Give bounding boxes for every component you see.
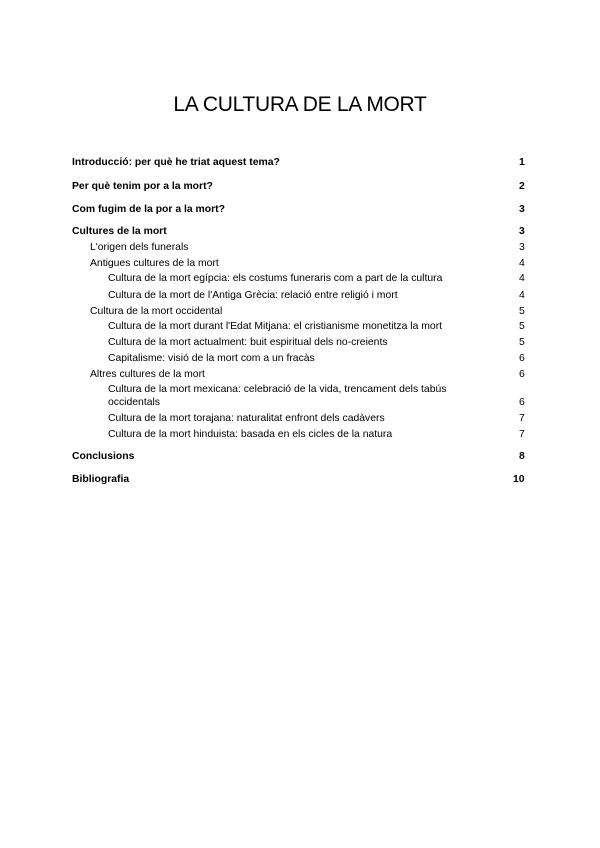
toc-page-number: 3	[519, 242, 525, 253]
toc-entry-label: Cultura de la mort torajana: naturalitat enfront dels cadàvers	[108, 413, 385, 424]
toc-entry-label: Conclusions	[72, 451, 135, 462]
toc-entry-label: Cultura de la mort de l'Antiga Grècia: relació entre religió i mort	[108, 290, 398, 301]
toc-entry-bibliografia[interactable]	[72, 473, 129, 486]
toc-entry-label: Cultura de la mort occidental	[90, 306, 223, 317]
toc-entry-label: Altres cultures de la mort	[90, 369, 205, 380]
toc-entry-introduccio[interactable]	[72, 156, 280, 169]
toc-entry-mexicana[interactable]	[108, 383, 498, 409]
toc-entry-capitalisme[interactable]	[108, 352, 315, 365]
toc-page-number: 3	[519, 204, 525, 215]
toc-entry-label: Com fugim de la por a la mort?	[72, 204, 225, 215]
toc-page-number: 4	[519, 258, 525, 269]
toc-entry-occidental[interactable]	[90, 305, 222, 318]
toc-entry-label: Cultura de la mort egípcia: els costums funeraris com a part de la cultura	[108, 273, 443, 284]
toc-page-number: 3	[519, 226, 525, 237]
toc-entry-label: Cultura de la mort durant l'Edat Mitjana: el cristianisme monetitza la mort	[108, 321, 443, 332]
toc-entry-actualment[interactable]	[108, 336, 388, 349]
toc-entry-antigues[interactable]	[90, 257, 219, 270]
toc-entry-conclusions[interactable]	[72, 450, 134, 463]
toc-entry-torajana[interactable]	[108, 412, 385, 425]
toc-entry-label: Introducció: per què he triat aquest tema?	[72, 157, 280, 168]
toc-entry-fugim[interactable]	[72, 203, 225, 216]
toc-page-number: 7	[519, 429, 525, 440]
toc-page-number: 6	[519, 397, 525, 408]
toc-entry-hinduista[interactable]	[108, 428, 392, 441]
toc-page-number: 6	[519, 353, 525, 364]
toc-page-number: 5	[519, 321, 525, 332]
toc-page-number: 4	[519, 290, 525, 301]
toc-entry-label: Cultura de la mort mexicana: celebració de la vida, trencament dels tabús occidentals	[108, 384, 447, 408]
toc-entry-egipcia[interactable]	[108, 272, 442, 285]
toc-page-number: 7	[519, 413, 525, 424]
toc-entry-edat-mitjana[interactable]	[108, 320, 442, 333]
toc-page-number: 8	[519, 451, 525, 462]
toc-entry-label: Antigues cultures de la mort	[90, 258, 219, 269]
toc-page-number: 6	[519, 369, 525, 380]
toc-entry-label: Per què tenim por a la mort?	[72, 181, 213, 192]
toc-page-number: 5	[519, 306, 525, 317]
toc-entry-cultures[interactable]	[72, 225, 167, 238]
toc-entry-label: Cultures de la mort	[72, 226, 167, 237]
toc-entry-label: Cultura de la mort actualment: buit espiritual dels no-creients	[108, 337, 388, 348]
toc-entry-label: Bibliografia	[72, 474, 130, 485]
toc-page-number: 5	[519, 337, 525, 348]
toc-entry-label: Cultura de la mort hinduista: basada en els cicles de la natura	[108, 429, 393, 440]
toc-page-number: 10	[513, 474, 525, 485]
toc-page-number: 2	[519, 181, 525, 192]
document-title: LA CULTURA DE LA MORT	[173, 93, 427, 116]
toc-entry-label: Capitalisme: visió de la mort com a un fracàs	[108, 353, 315, 364]
toc-entry-por[interactable]	[72, 180, 213, 193]
toc-entry-altres[interactable]	[90, 368, 205, 381]
toc-entry-grecia[interactable]	[108, 289, 398, 302]
toc-page-number: 4	[519, 273, 525, 284]
toc-entry-origen[interactable]	[90, 241, 188, 254]
toc-page-number: 1	[519, 157, 525, 168]
toc-entry-label: L'origen dels funerals	[90, 242, 189, 253]
